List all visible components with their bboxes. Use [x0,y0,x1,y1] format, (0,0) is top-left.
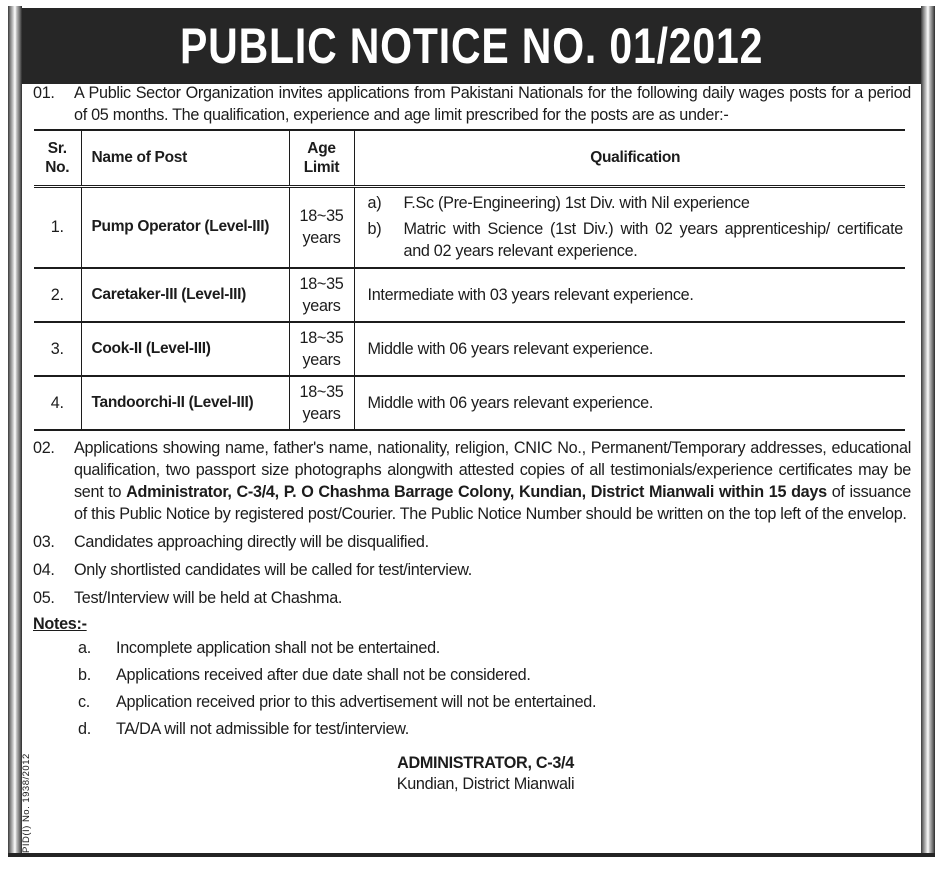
table-row [34,376,905,430]
paragraph-text: Candidates approaching directly will be disqualified. [74,533,429,551]
signature-block [30,753,911,795]
age-unit: years [302,351,341,369]
cell-post-name: Tandoorchi-II (Level-III) [81,376,289,430]
bottom-border [8,853,935,857]
note-item [30,716,911,743]
paragraph-text: A Public Sector Organization invites applications from Pakistani Nationals for the following daily wages posts for a period of 05 months. The qualification, experience and age limit prescribed for the posts are as under:- [74,84,911,124]
header-sr-no: Sr. No. [34,130,81,186]
right-border-rail [921,6,935,855]
signature-title: ADMINISTRATOR, C-3/4 [397,754,574,772]
paragraph-number: 01. [33,84,55,102]
age-range: 18~35 [299,207,344,226]
note-text: Application received prior to this advertisement will not be entertained. [116,693,597,711]
note-item [30,689,911,716]
paragraph-text [74,437,911,525]
paragraph-number: 04. [33,561,55,579]
address-bold: Administrator, C-3/4, P. O Chashma Barrage Colony, Kundian, District Mianwali within 15 days [126,483,827,501]
age-range: 18~35 [299,383,344,401]
header-qualification: Qualification [354,130,905,186]
cell-qualification [354,186,905,268]
cell-age-limit [289,376,354,430]
cell-sr: 2. [34,268,81,322]
note-label: a. [78,639,91,657]
age-unit: years [302,229,341,248]
notice-title: PUBLIC NOTICE NO. 01/2012 [179,18,764,74]
paragraph-number: 03. [33,533,55,551]
note-text: Applications received after due date shall not be considered. [116,666,531,684]
signature-location: Kundian, District Mianwali [396,775,575,793]
note-label: c. [78,693,90,711]
cell-sr: 3. [34,322,81,376]
table-row [34,322,905,376]
left-border-rail [8,6,22,855]
paragraph-text: Test/Interview will be held at Chashma. [74,589,343,607]
header-name-of-post: Name of Post [81,130,289,186]
paragraph-05 [30,587,911,609]
option-label: a) [367,194,382,213]
table-row [34,186,905,268]
option-text: Matric with Science (1st Div.) with 02 years apprenticeship/ certificate and 02 years relevant experience. [403,220,903,261]
age-unit: years [302,405,341,423]
cell-age-limit [289,322,354,376]
notes-heading: Notes:- [33,615,87,633]
option-text: F.Sc (Pre-Engineering) 1st Div. with Nil experience [403,194,750,213]
paragraph-number: 02. [33,439,55,457]
note-item [30,662,911,689]
note-text: TA/DA will not admissible for test/interview. [116,720,409,738]
paragraph-03 [30,531,911,553]
cell-qualification: Middle with 06 years relevant experience. [354,322,905,376]
cell-qualification: Intermediate with 03 years relevant experience. [354,268,905,322]
table-header-row [34,130,905,186]
paragraph-text: Only shortlisted candidates will be called for test/interview. [74,561,472,579]
note-label: b. [78,666,91,684]
notice-header [22,8,921,84]
paragraph-01 [30,82,911,126]
note-text: Incomplete application shall not be entertained. [116,639,440,657]
paragraph-04 [30,559,911,581]
cell-age-limit [289,268,354,322]
notice-body [30,82,911,795]
age-range: 18~35 [299,275,344,293]
qualification-option [368,218,904,262]
paragraph-number: 05. [33,589,55,607]
cell-age-limit [289,186,354,268]
table-row [34,268,905,322]
note-label: d. [78,720,91,738]
cell-qualification: Middle with 06 years relevant experience. [354,376,905,430]
posts-table [34,129,905,431]
text-segment: Applications showing name, father's name, nationality, religion, CNIC No., Permanent/Temporary addresses, educational qualification, two passport size photographs alongwith attested copies of all testimonials/experience certificates may be sent to [74,439,911,501]
cell-post-name: Caretaker-III (Level-III) [81,268,289,322]
cell-post-name: Cook-II (Level-III) [81,322,289,376]
age-unit: years [302,297,341,315]
qualification-option [368,192,904,214]
text-segment: of issuance of this Public Notice by registered post/Courier. The Public Notice Number should be written on the top left of the envelop. [74,483,911,523]
note-item [30,635,911,662]
header-age-limit: Age Limit [289,130,354,186]
pid-number: PID(I) No. 1938/2012 [21,753,32,853]
age-range: 18~35 [299,329,344,347]
cell-sr: 1. [34,186,81,268]
option-label: b) [367,220,382,239]
cell-post-name: Pump Operator (Level-III) [81,186,289,268]
cell-sr: 4. [34,376,81,430]
paragraph-02 [30,437,911,525]
